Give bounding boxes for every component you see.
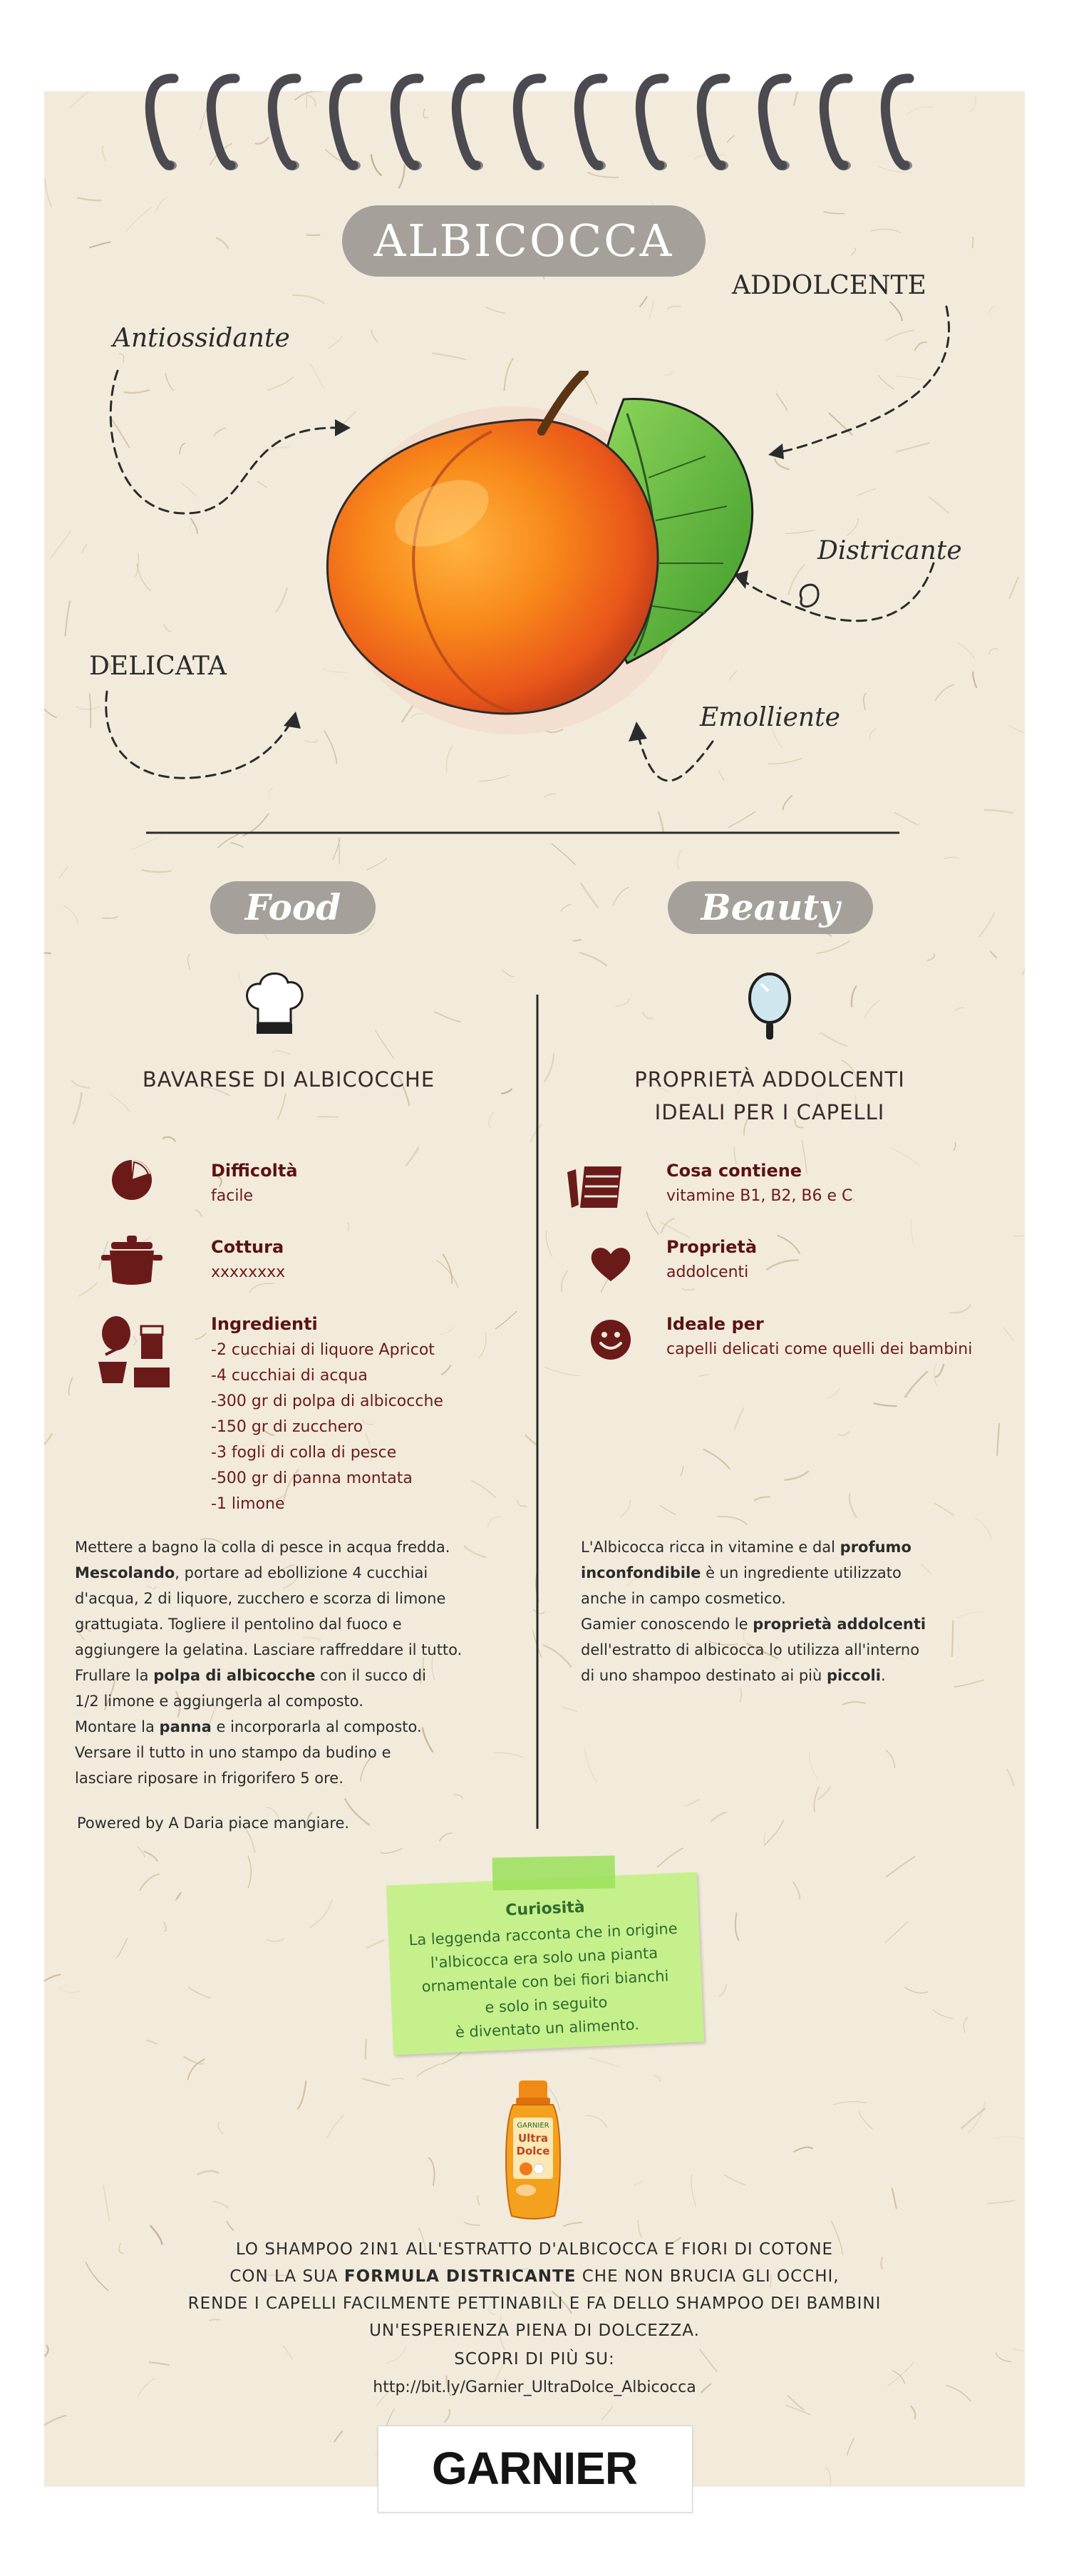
ingredients-list: [211, 1338, 517, 1517]
beauty-line: anche in campo cosmetico.: [581, 1590, 786, 1607]
pie-chart-icon: [107, 1155, 157, 1205]
ingredients-icon: [91, 1312, 177, 1397]
ideal-value: capelli delicati come quelli dei bambini: [666, 1340, 973, 1358]
powered-by: Powered by A Daria piace mangiare.: [77, 1815, 350, 1832]
method-line: Versare il tutto in uno stampo da budino e: [75, 1744, 391, 1761]
page-title: ALBICOCCA: [373, 215, 674, 267]
note-line: è diventato un alimento.: [455, 2016, 640, 2041]
method-line: Frullare la polpa di albicocche con il succo di: [75, 1667, 426, 1684]
properties-value: addolcenti: [666, 1263, 749, 1281]
shampoo-bottle-image: [497, 2080, 569, 2223]
beauty-heading-1: PROPRIETÀ ADDOLCENTI: [634, 1067, 905, 1092]
ingredients-label: Ingredienti: [211, 1314, 318, 1334]
recipe-method: [75, 1534, 531, 1791]
beauty-line: di uno shampoo destinato ai più piccoli.: [581, 1667, 886, 1684]
beauty-line: Gamier conoscendo le proprietà addolcenti: [581, 1616, 926, 1633]
garnier-logo: GARNIER: [431, 2443, 638, 2494]
cooking-pot-icon: [100, 1232, 164, 1289]
method-line: lasciare riposare in frigorifero 5 ore.: [75, 1770, 344, 1787]
method-line: Mettere a bagno la colla di pesce in acqua fredda.: [75, 1539, 450, 1556]
property-districante: Districante: [817, 536, 962, 565]
note-line: l'albicocca era solo una pianta: [430, 1944, 659, 1971]
ingredient-item: -3 fogli di colla di pesce: [211, 1444, 397, 1462]
method-line: Mescolando, portare ad ebollizione 4 cucchiai: [75, 1564, 428, 1581]
promo-line: LO SHAMPOO 2IN1 ALL'ESTRATTO D'ALBICOCCA E FIORI DI COTONE: [235, 2240, 834, 2259]
ingredient-item: -300 gr di polpa di albicocche: [211, 1392, 443, 1410]
property-emolliente: Emolliente: [700, 703, 840, 732]
note-title: Curiosità: [505, 1898, 586, 1920]
contains-label: Cosa contiene: [666, 1161, 802, 1181]
food-section-label: Food: [244, 886, 341, 928]
beauty-heading-2: IDEALI PER I CAPELLI: [654, 1100, 885, 1124]
promo-line: UN'ESPERIENZA PIENA DI DOLCEZZA.: [369, 2321, 700, 2340]
promo-line: RENDE I CAPELLI FACILMENTE PETTINABILI E FA DELLO SHAMPOO DEI BAMBINI: [187, 2294, 882, 2313]
note-line: La leggenda racconta che in origine: [408, 1919, 678, 1949]
beauty-line: dell'estratto di albicocca lo utilizza all'interno: [581, 1641, 920, 1658]
svg-text:GARNIER: GARNIER: [517, 2122, 549, 2130]
ingredient-item: -4 cucchiai di acqua: [211, 1367, 368, 1385]
beauty-line: inconfondibile è un ingrediente utilizzato: [581, 1564, 902, 1581]
svg-text:Ultra: Ultra: [517, 2132, 549, 2145]
note-body: [401, 1916, 691, 2046]
svg-text:Dolce: Dolce: [516, 2145, 550, 2157]
method-line: grattugiata. Togliere il pentolino dal fuoco e: [75, 1616, 402, 1633]
heart-icon: [589, 1244, 633, 1284]
difficulty-value: facile: [211, 1187, 254, 1205]
ingredient-item: -500 gr di panna montata: [211, 1469, 413, 1487]
beauty-section-label: Beauty: [701, 886, 840, 928]
promo-line: SCOPRI DI PIÙ SU:: [454, 2350, 615, 2369]
ingredient-item: -150 gr di zucchero: [211, 1418, 363, 1436]
beauty-text: [581, 1534, 1008, 1688]
property-delicata: DELICATA: [89, 652, 227, 681]
cooking-value: xxxxxxxx: [211, 1263, 286, 1281]
method-line: aggiungere la gelatina. Lasciare raffreddare il tutto.: [75, 1641, 463, 1658]
method-line: d'acqua, 2 di liquore, zucchero e scorza di limone: [75, 1590, 446, 1607]
ingredient-item: -2 cucchiai di liquore Apricot: [211, 1341, 435, 1359]
ingredient-item: -1 limone: [211, 1495, 285, 1513]
promo-link[interactable]: http://bit.ly/Garnier_UltraDolce_Albicocca: [373, 2379, 696, 2396]
note-line: ornamentale con bei fiori bianchi: [421, 1967, 669, 1996]
promo-line: CON LA SUA FORMULA DISTRICANTE CHE NON BRUCIA GLI OCCHI,: [229, 2267, 840, 2286]
ideal-label: Ideale per: [666, 1314, 764, 1334]
method-line: 1/2 limone e aggiungerla al composto.: [75, 1693, 363, 1710]
contains-value: vitamine B1, B2, B6 e C: [666, 1187, 853, 1205]
property-antiossidante: Antiossidante: [113, 324, 290, 353]
method-line: Montare la panna e incorporarla al composto.: [75, 1718, 422, 1735]
smiley-icon: [589, 1318, 633, 1362]
food-heading: BAVARESE DI ALBICOCCHE: [142, 1067, 435, 1092]
beauty-line: L'Albicocca ricca in vitamine e dal profumo: [581, 1539, 912, 1556]
notebook-pencil-icon: [563, 1162, 627, 1212]
cooking-label: Cottura: [211, 1237, 284, 1257]
properties-label: Proprietà: [666, 1237, 758, 1257]
hand-mirror-icon: [741, 971, 798, 1042]
note-tape: [492, 1856, 616, 1891]
note-line: e solo in seguito: [484, 1993, 608, 2016]
chef-hat-icon: [242, 970, 306, 1041]
property-addolcente: ADDOLCENTE: [732, 271, 926, 300]
difficulty-label: Difficoltà: [211, 1161, 298, 1181]
